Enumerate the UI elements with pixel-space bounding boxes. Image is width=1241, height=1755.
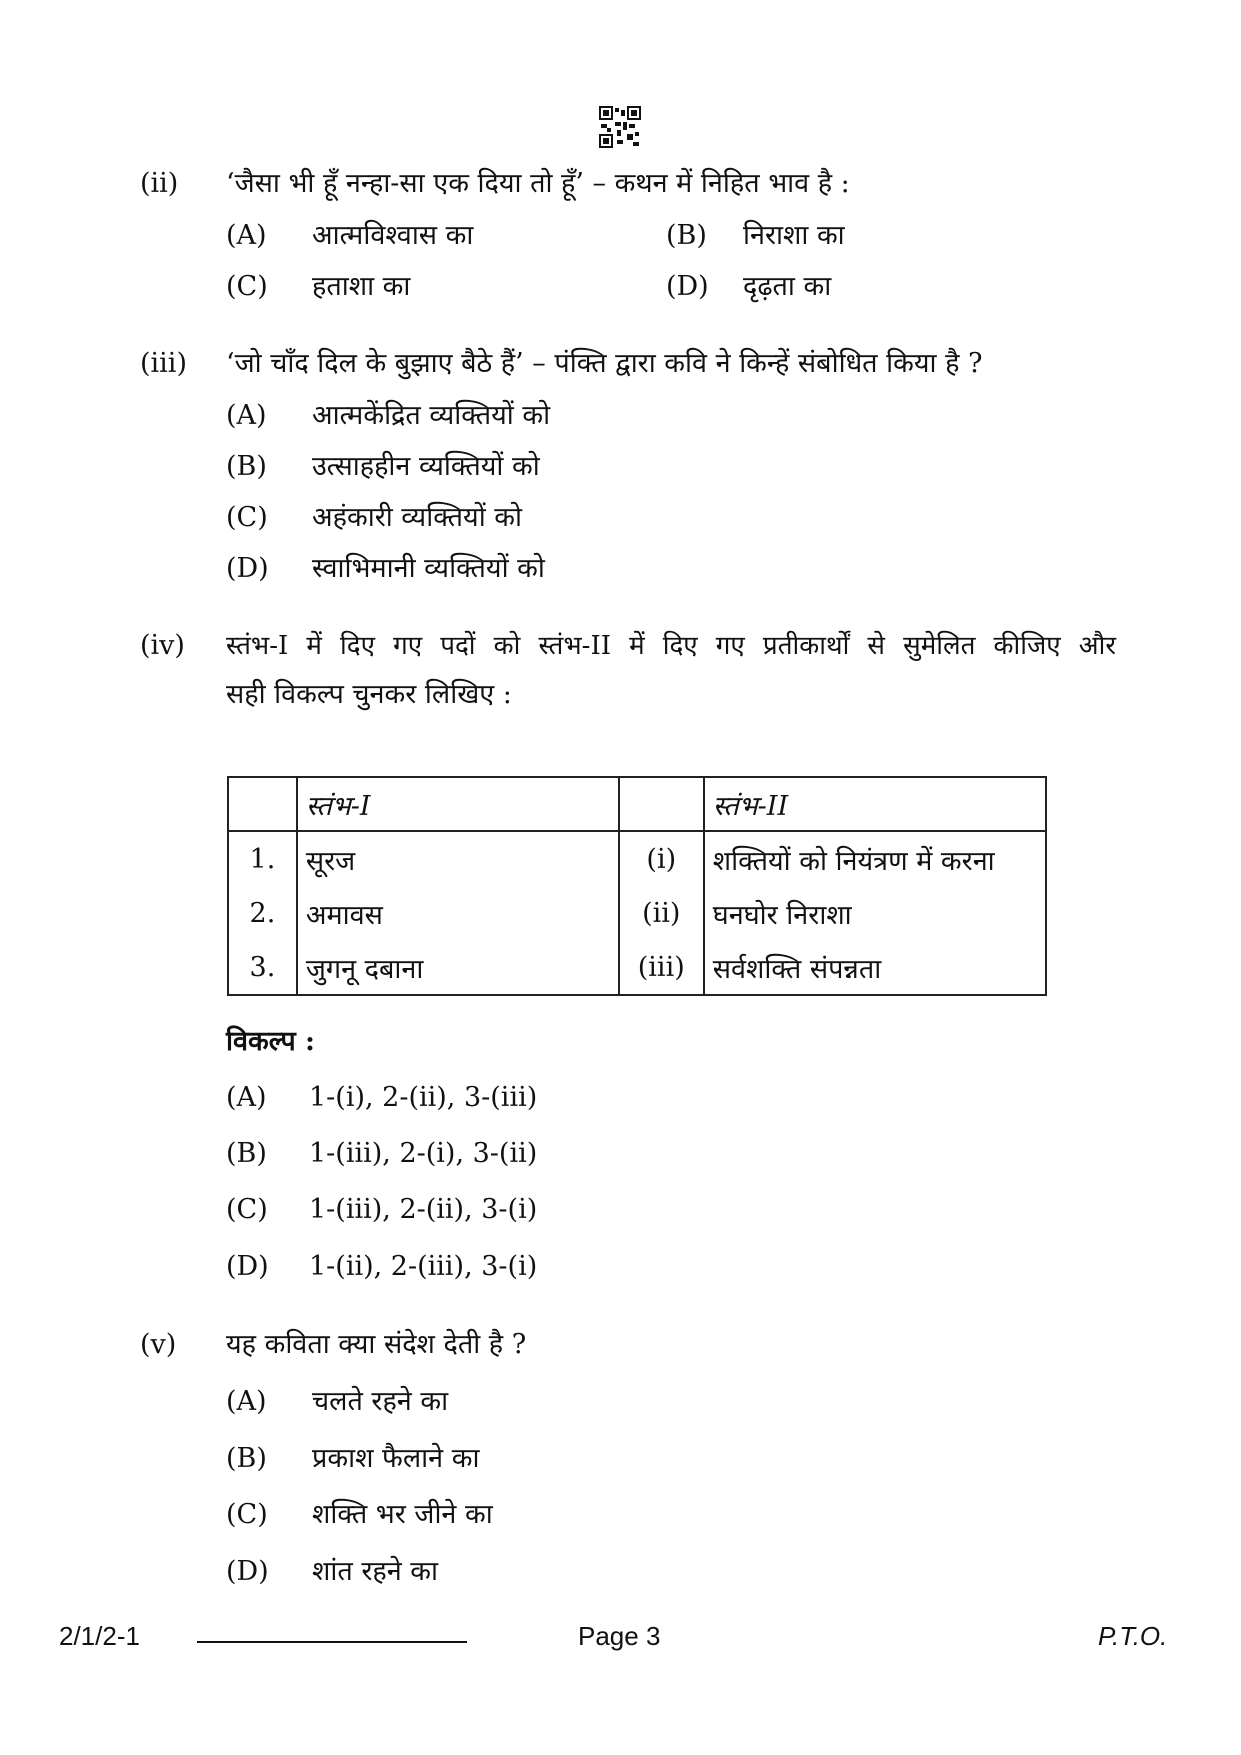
option-text: अहंकारी व्यक्तियों को (312, 502, 523, 533)
table-row (228, 940, 1046, 995)
question-text: यह कविता क्या संदेश देती है ? (226, 1329, 527, 1360)
option-text: शक्ति भर जीने का (312, 1499, 493, 1530)
option-label: (C) (226, 271, 268, 302)
option-text: स्वाभिमानी व्यक्तियों को (312, 553, 545, 584)
option-label: (C) (226, 502, 268, 533)
option-label: (B) (666, 220, 707, 251)
option-text: दृढ़ता का (743, 271, 832, 302)
qr-code-icon (599, 106, 641, 148)
row-number: 1. (228, 831, 297, 886)
question-number: (iv) (140, 630, 185, 661)
question-number: (iii) (140, 348, 187, 379)
table-cell (619, 777, 704, 831)
option-text: 1-(iii), 2-(ii), 3-(i) (309, 1194, 538, 1225)
option-label: (A) (226, 400, 267, 431)
options-heading: विकल्प : (226, 1026, 316, 1057)
option-label: (B) (226, 451, 267, 482)
option-text: आत्मकेंद्रित व्यक्तियों को (312, 400, 551, 431)
question-text-line-2 (226, 677, 512, 713)
option-label: (D) (226, 553, 269, 584)
footer-divider (197, 1641, 467, 1643)
option-label: (A) (226, 220, 267, 251)
meaning-number: (iii) (619, 940, 704, 995)
question-text-line-1: स्तंभ-I में दिए गए पदों को स्तंभ-II में दिए गए प्रतीकार्थों से सुमेलित कीजिए और (226, 631, 1116, 661)
row-number: 3. (228, 940, 297, 995)
option-label: (D) (226, 1556, 269, 1587)
table-row (228, 831, 1046, 886)
option-label: (D) (226, 1251, 269, 1282)
table-cell (228, 777, 297, 831)
option-label: (B) (226, 1138, 267, 1169)
page-number: Page 3 (578, 1621, 661, 1651)
term-cell: जुगनू दबाना (297, 940, 619, 995)
question-number: (v) (140, 1329, 177, 1360)
column-header: स्तंभ-II (704, 777, 1046, 831)
option-label: (D) (666, 271, 709, 302)
option-label: (A) (226, 1082, 267, 1113)
option-label: (B) (226, 1443, 267, 1474)
option-text: उत्साहहीन व्यक्तियों को (312, 451, 540, 482)
option-text: 1-(i), 2-(ii), 3-(iii) (309, 1082, 538, 1113)
matching-table (227, 776, 1047, 996)
please-turn-over: P.T.O. (1098, 1621, 1168, 1651)
meaning-cell: शक्तियों को नियंत्रण में करना (704, 831, 1046, 886)
meaning-number: (i) (619, 831, 704, 886)
option-text: 1-(iii), 2-(i), 3-(ii) (309, 1138, 538, 1169)
term-cell: अमावस (297, 886, 619, 940)
question-text: ‘जैसा भी हूँ नन्हा-सा एक दिया तो हूँ’ – कथन में निहित भाव है : (226, 168, 850, 199)
option-label: (C) (226, 1499, 268, 1530)
option-text: शांत रहने का (312, 1556, 439, 1587)
table-header-row (228, 777, 1046, 831)
question-text: सही विकल्प चुनकर लिखिए : (226, 679, 512, 710)
option-label: (A) (226, 1386, 267, 1417)
column-header: स्तंभ-I (297, 777, 619, 831)
question-text: ‘जो चाँद दिल के बुझाए बैठे हैं’ – पंक्ति द्वारा कवि ने किन्हें संबोधित किया है ? (226, 348, 983, 379)
option-label: (C) (226, 1194, 268, 1225)
option-text: निराशा का (743, 220, 845, 251)
option-text: 1-(ii), 2-(iii), 3-(i) (309, 1251, 538, 1282)
meaning-cell: सर्वशक्ति संपन्नता (704, 940, 1046, 995)
meaning-number: (ii) (619, 886, 704, 940)
option-text: चलते रहने का (312, 1386, 449, 1417)
row-number: 2. (228, 886, 297, 940)
option-text: प्रकाश फैलाने का (312, 1443, 480, 1474)
option-text: आत्मविश्वास का (312, 220, 474, 251)
term-cell: सूरज (297, 831, 619, 886)
question-number: (ii) (140, 168, 179, 199)
paper-code: 2/1/2-1 (59, 1621, 140, 1651)
meaning-cell: घनघोर निराशा (704, 886, 1046, 940)
option-text: हताशा का (312, 271, 411, 302)
table-row (228, 886, 1046, 940)
